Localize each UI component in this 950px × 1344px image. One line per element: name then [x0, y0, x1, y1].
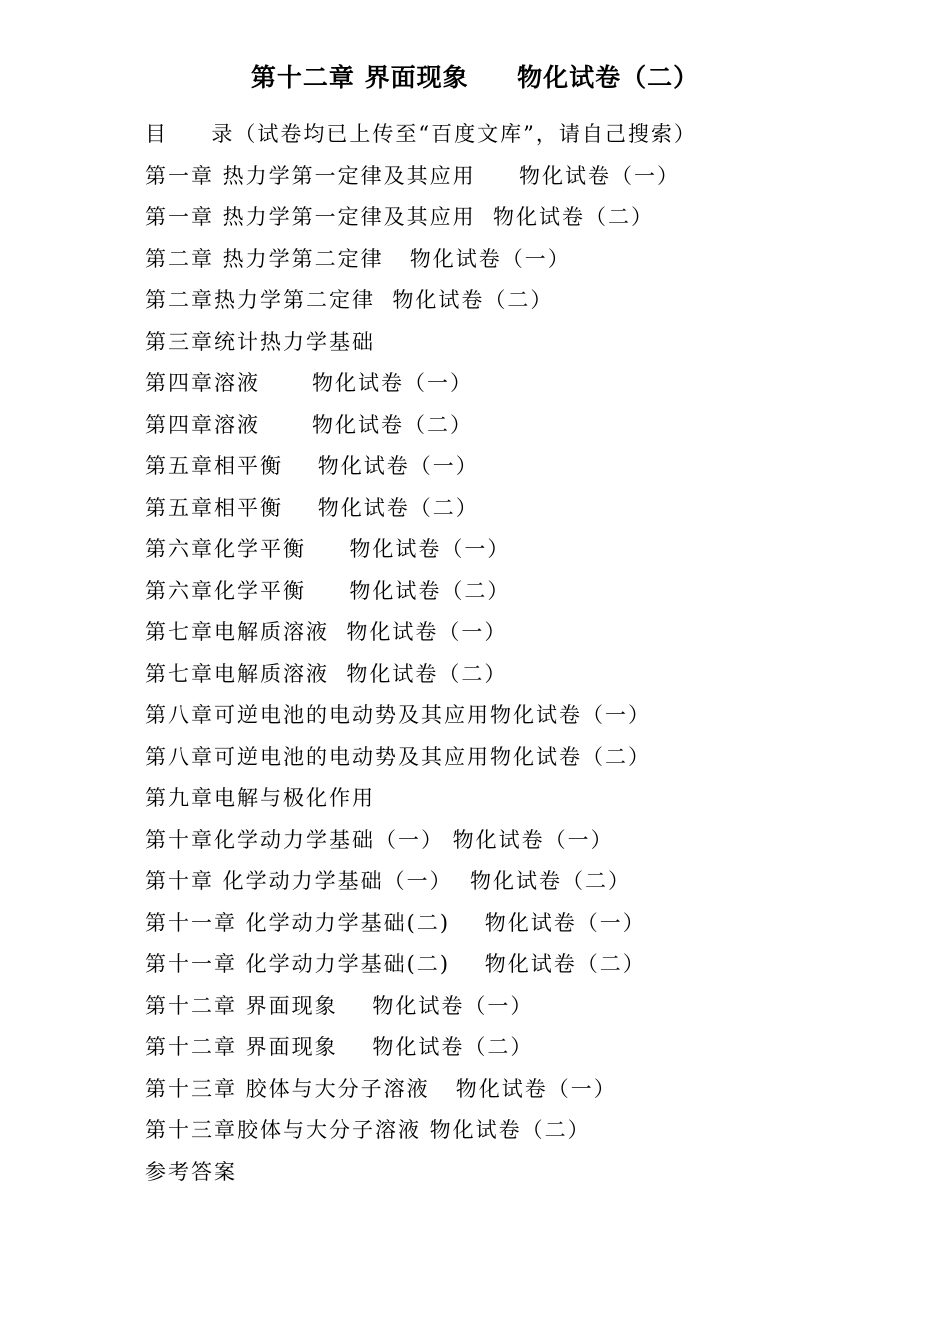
toc-entry: 第十三章胶体与大分子溶液 物化试卷（二）: [145, 1118, 591, 1142]
toc-entry: 第八章可逆电池的电动势及其应用物化试卷（一）: [145, 703, 651, 727]
page-title: 第十二章 界面现象 物化试卷（二）: [250, 63, 700, 92]
toc-entry: 第三章统计热力学基础: [145, 329, 375, 354]
toc-entry: 第六章化学平衡 物化试卷（一）: [145, 537, 511, 561]
toc-entry: 第九章电解与极化作用: [145, 786, 375, 810]
toc-entry: 第一章 热力学第一定律及其应用 物化试卷（二）: [145, 205, 655, 229]
toc-entry: 第四章溶液 物化试卷（二）: [145, 412, 474, 437]
toc-entry: 第八章可逆电池的电动势及其应用物化试卷（二）: [145, 744, 651, 769]
toc-entry-answers: 参考答案: [145, 1159, 237, 1184]
toc-entry: 第十一章 化学动力学基础(二) 物化试卷（二）: [145, 952, 646, 976]
toc-entry: 第七章电解质溶液 物化试卷（二）: [145, 661, 508, 686]
toc-entry: 第十二章 界面现象 物化试卷（二）: [145, 1035, 534, 1059]
toc-entry: 第十二章 界面现象 物化试卷（一）: [145, 993, 534, 1018]
toc-entry: 第二章热力学第二定律 物化试卷（二）: [145, 288, 554, 312]
toc-entry: 第四章溶液 物化试卷（一）: [145, 371, 474, 395]
toc-entry: 第十章化学动力学基础（一） 物化试卷（一）: [145, 827, 614, 852]
table-of-contents: [145, 116, 905, 1195]
toc-entry: 第二章 热力学第二定律 物化试卷（一）: [145, 246, 571, 271]
toc-entry: 第六章化学平衡 物化试卷（二）: [145, 578, 511, 603]
toc-entry: 第五章相平衡 物化试卷（二）: [145, 495, 479, 520]
toc-heading: 目 录（试卷均已上传至“百度文库”，请自己搜索）: [145, 122, 697, 146]
toc-entry: 第十章 化学动力学基础（一） 物化试卷（二）: [145, 869, 632, 893]
toc-entry: 第七章电解质溶液 物化试卷（一）: [145, 620, 508, 644]
toc-entry: 第五章相平衡 物化试卷（一）: [145, 454, 479, 478]
toc-entry: 第十一章 化学动力学基础(二) 物化试卷（一）: [145, 910, 646, 935]
toc-entry: 第十三章 胶体与大分子溶液 物化试卷（一）: [145, 1076, 617, 1101]
toc-entry: 第一章 热力学第一定律及其应用 物化试卷（一）: [145, 163, 681, 188]
